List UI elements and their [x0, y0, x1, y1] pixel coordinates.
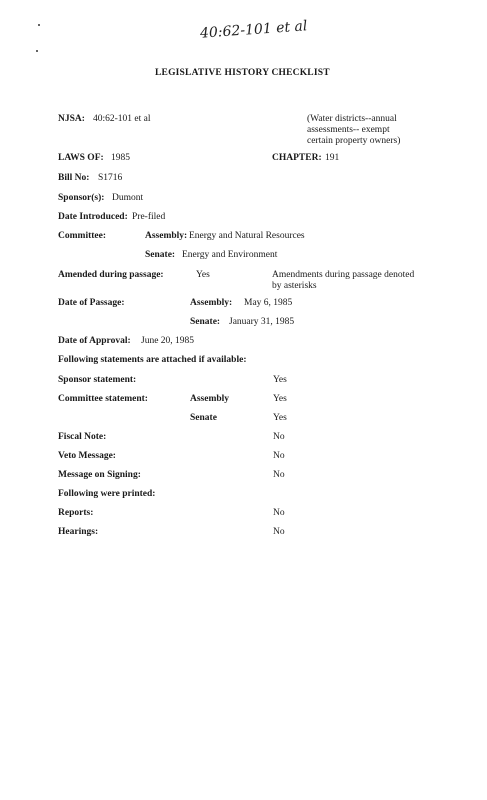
passage-assembly-label: Assembly:: [190, 298, 233, 308]
sponsor-statement-value: Yes: [273, 375, 287, 385]
chapter-label: CHAPTER:: [272, 153, 322, 163]
chapter-value: 191: [325, 153, 340, 163]
fiscal-note-label: Fiscal Note:: [58, 432, 107, 442]
message-on-signing-value: No: [273, 470, 285, 480]
message-on-signing-label: Message on Signing:: [58, 470, 141, 480]
handwritten-note: 40:62-101 et al: [199, 18, 308, 42]
veto-message-label: Veto Message:: [58, 451, 116, 461]
committee-statement-senate-value: Yes: [273, 413, 287, 423]
page-title: LEGISLATIVE HISTORY CHECKLIST: [155, 68, 330, 78]
passage-senate-value: January 31, 1985: [229, 317, 295, 327]
committee-assembly-label: Assembly:: [145, 231, 188, 241]
description: [307, 114, 400, 147]
amended-label: Amended during passage:: [58, 270, 164, 280]
passage-senate-label: Senate:: [190, 317, 221, 327]
committee-statement-senate-label: Senate: [190, 413, 217, 423]
scan-speck: [38, 24, 40, 26]
date-introduced-label: Date Introduced:: [58, 212, 128, 222]
following-printed-heading: Following were printed:: [58, 489, 156, 499]
committee-statement-assembly-value: Yes: [273, 394, 287, 404]
reports-label: Reports:: [58, 508, 94, 518]
njsa-value: 40:62-101 et al: [93, 114, 151, 124]
laws-of-label: LAWS OF:: [58, 153, 104, 163]
amended-note-line: Amendments during passage denoted: [272, 270, 415, 280]
committee-senate-value: Energy and Environment: [182, 250, 278, 260]
sponsor-statement-label: Sponsor statement:: [58, 375, 137, 385]
laws-of-value: 1985: [111, 153, 130, 163]
reports-value: No: [273, 508, 285, 518]
committee-statement-label: Committee statement:: [58, 394, 148, 404]
amended-note-line: by asterisks: [272, 281, 317, 291]
sponsors-label: Sponsor(s):: [58, 193, 105, 203]
date-of-approval-value: June 20, 1985: [141, 336, 195, 346]
date-of-approval-label: Date of Approval:: [58, 336, 131, 346]
amended-note: [272, 270, 414, 292]
description-line: (Water districts--annual: [307, 114, 397, 124]
scan-speck: [36, 50, 38, 52]
committee-assembly-value: Energy and Natural Resources: [189, 231, 305, 241]
amended-value: Yes: [196, 270, 210, 280]
hearings-label: Hearings:: [58, 527, 99, 537]
bill-no-label: Bill No:: [58, 173, 90, 183]
date-introduced-value: Pre-filed: [132, 212, 166, 222]
committee-statement-assembly-label: Assembly: [190, 394, 230, 404]
committee-label: Committee:: [58, 231, 107, 241]
description-line: certain property owners): [307, 136, 401, 146]
sponsors-value: Dumont: [112, 193, 144, 203]
njsa-label: NJSA:: [58, 114, 85, 124]
description-line: assessments-- exempt: [307, 125, 390, 135]
date-of-passage-label: Date of Passage:: [58, 298, 125, 308]
following-attached-heading: Following statements are attached if available:: [58, 355, 247, 365]
veto-message-value: No: [273, 451, 285, 461]
fiscal-note-value: No: [273, 432, 285, 442]
passage-assembly-value: May 6, 1985: [244, 298, 293, 308]
bill-no-value: S1716: [98, 173, 123, 183]
committee-senate-label: Senate:: [145, 250, 176, 260]
hearings-value: No: [273, 527, 285, 537]
